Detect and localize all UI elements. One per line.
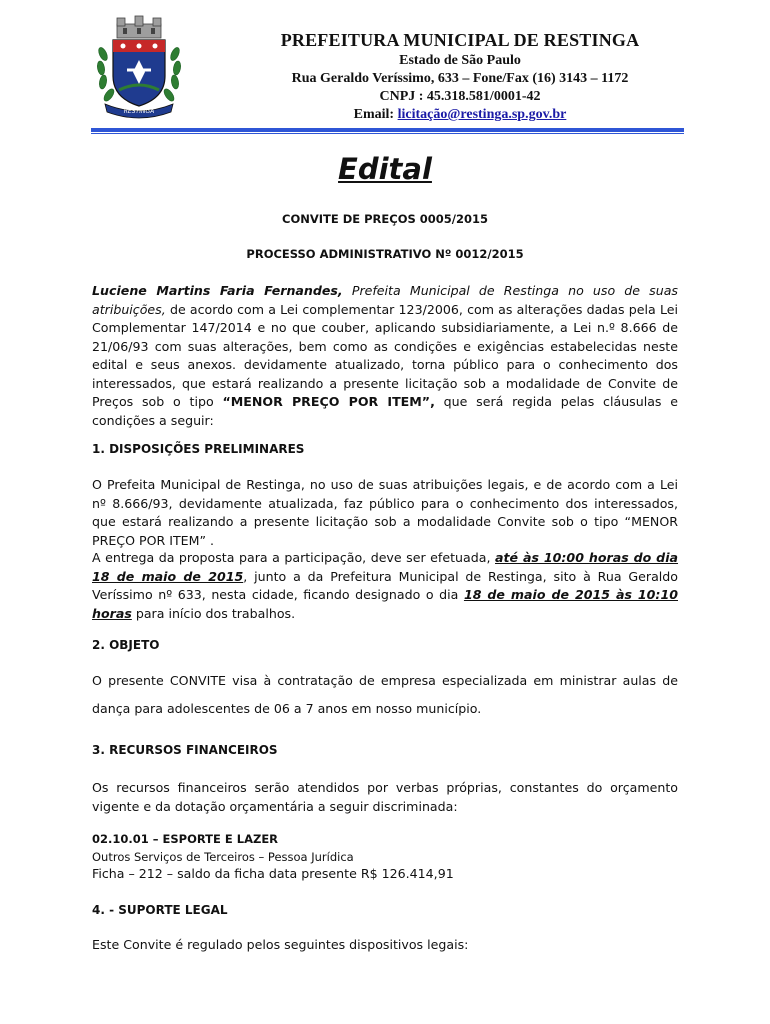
budget-code: 02.10.01 – ESPORTE E LAZER xyxy=(92,832,279,846)
section-2-paragraph: O presente CONVITE visa à contratação de empresa especializada em ministrar aulas de dança para adolescentes de 06 a 7 anos em nosso município. xyxy=(92,673,678,716)
header-divider xyxy=(91,128,684,132)
convite-number: CONVITE DE PREÇOS 0005/2015 xyxy=(282,212,488,226)
intro-text-1: de acordo com a Lei complementar 123/2006, com as alterações dadas pela Lei Complementar 147/2014 e no que couber, aplicando subsidiariamente, a Lei n.º 8.666 de 21/06/93 com suas alterações, bem como as condições e exigências estabelecidas neste edital e seus anexos. devidamente atualizado, torna público para o conhecimento dos interessados, que estará realizando a presente licitação sob a modalidade de Convite de Preços sob o tipo xyxy=(92,301,678,409)
municipal-crest-logo xyxy=(93,14,185,120)
tender-type: “MENOR PREÇO POR ITEM”, xyxy=(222,394,435,409)
section-1-heading: 1. DISPOSIÇÕES PRELIMINARES xyxy=(92,442,305,456)
email-line xyxy=(200,106,720,124)
document-title: Edital xyxy=(338,152,432,186)
opening-date: 18 de maio de 2015 às 10:10 horas xyxy=(92,587,678,621)
header-divider-thin xyxy=(91,133,684,134)
cnpj-line: CNPJ : 45.318.581/0001-42 xyxy=(379,89,541,104)
section-3-paragraph: Os recursos financeiros serão atendidos por verbas próprias, constantes do orçamento vigente e da dotação orçamentária a seguir discriminada: xyxy=(92,780,678,814)
processo-number: PROCESSO ADMINISTRATIVO Nº 0012/2015 xyxy=(246,247,524,261)
section-4-heading: 4. - SUPORTE LEGAL xyxy=(92,903,228,917)
section-1-paragraph-1: O Prefeita Municipal de Restinga, no uso de suas atribuições legais, e de acordo com a Lei nº 8.666/93, devidamente atualizada, faz público para o conhecimento dos interessados, que estará realizando a presente licitação sob a modalidade Convite sob o tipo “MENOR PREÇO POR ITEM” . xyxy=(92,477,678,548)
address-line: Rua Geraldo Veríssimo, 633 – Fone/Fax (16) 3143 – 1172 xyxy=(291,71,629,86)
delivery-deadline: até às 10:00 horas do dia 18 de maio de 2015 xyxy=(92,550,679,584)
intro-text-2: que será regida pelas cláusulas e condições a seguir: xyxy=(92,394,679,428)
section-3-heading: 3. RECURSOS FINANCEIROS xyxy=(92,743,278,757)
section-4-paragraph: Este Convite é regulado pelos seguintes dispositivos legais: xyxy=(92,937,469,952)
state-line: Estado de São Paulo xyxy=(399,53,521,68)
delivery-text: A entrega da proposta para a participação, deve ser efetuada, xyxy=(92,550,495,565)
opening-text: para início dos trabalhos. xyxy=(131,605,296,621)
mayor-role: Prefeita Municipal de Restinga no uso de suas atribuições, xyxy=(92,283,678,317)
letterhead xyxy=(200,28,720,124)
email-label: Email: xyxy=(353,107,398,122)
budget-line-1: Outros Serviços de Terceiros – Pessoa Jurídica xyxy=(92,850,354,864)
budget-line-2: Ficha – 212 – saldo da ficha data presente R$ 126.414,91 xyxy=(92,866,454,881)
crest-banner-text: RESTINGA xyxy=(123,108,155,115)
institution-title: PREFEITURA MUNICIPAL DE RESTINGA xyxy=(280,30,640,50)
intro-paragraph xyxy=(92,282,678,430)
section-1-paragraph-2 xyxy=(92,549,678,623)
section-2-heading: 2. OBJETO xyxy=(92,638,160,652)
mayor-name: Luciene Martins Faria Fernandes, xyxy=(92,283,343,298)
delivery-location: , junto a da Prefeitura Municipal de Restinga, sito à Rua Geraldo Veríssimo nº 633, nesta cidade, ficando designado o dia xyxy=(92,568,678,602)
email-link[interactable]: licitação@restinga.sp.gov.br xyxy=(397,107,567,122)
